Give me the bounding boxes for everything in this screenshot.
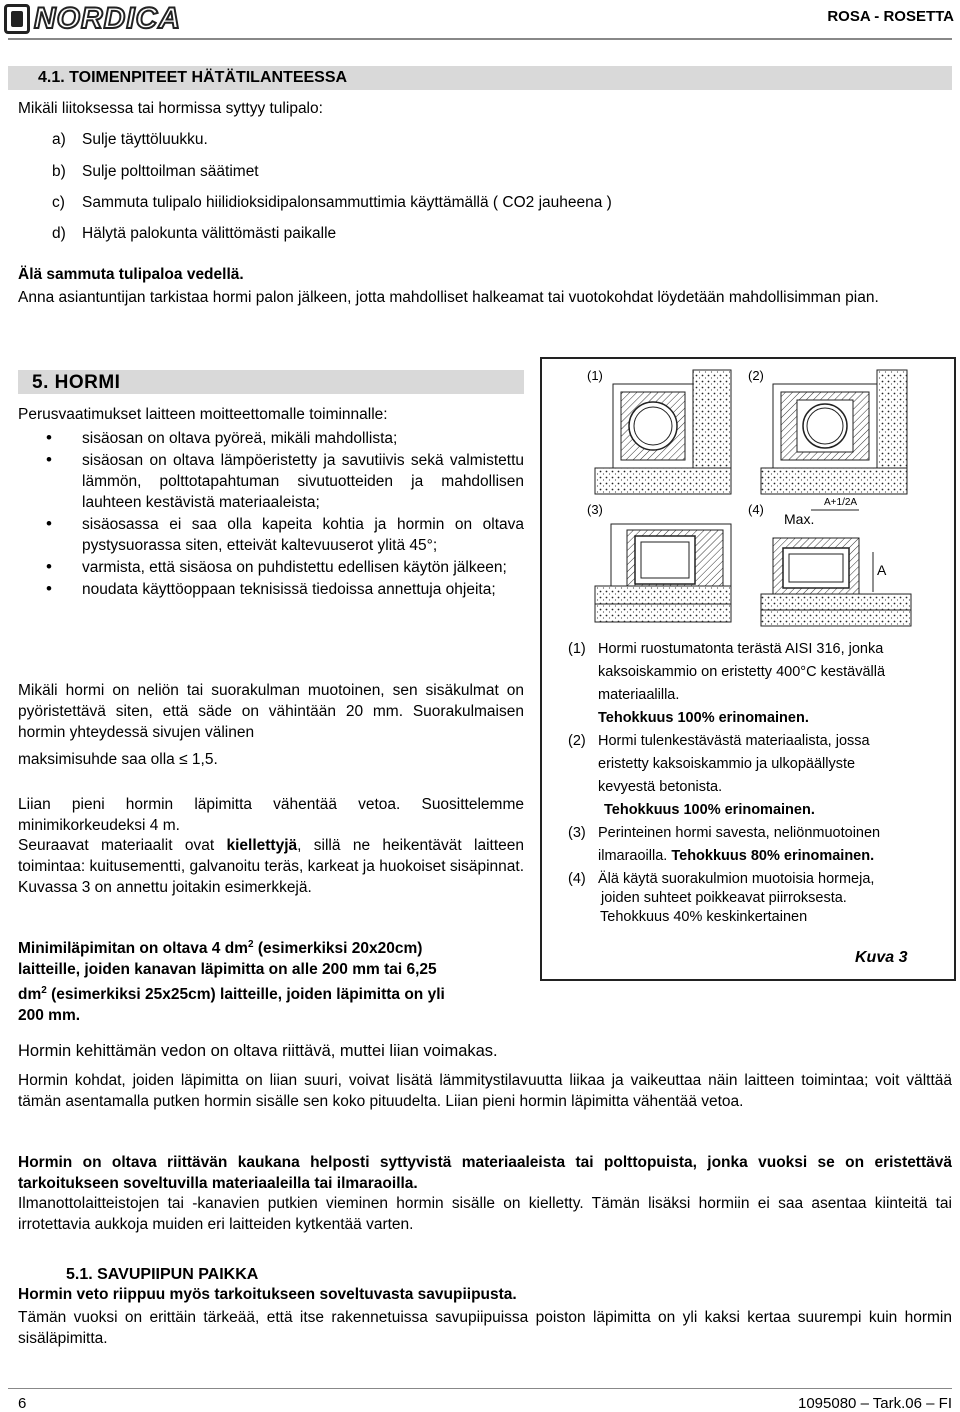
chimney-figure-2 xyxy=(761,370,907,494)
caption-line: kevyestä betonista. xyxy=(598,779,723,795)
list-item: • noudata käyttöoppaan teknisissä tiedoissa annettuja ohjeita; xyxy=(18,579,524,600)
list-item: • sisäosan on oltava lämpöeristetty ja savutiivis sekä valmistettu lämmön, polttotapahtuman sivutuotteiden ja mahdollisen lauhteen kestävistä materiaaleista; xyxy=(18,450,524,513)
large-diameter-paragraph: Hormin kohdat, joiden läpimitta on liian suuri, voivat lisätä lämmitystilavuutta liikaa ja vaikeuttaa näin laitteen toimintaa; voit välttää tämän asentamalla putken hormin sisälle sen koko pituudelta. Liian pieni hormin läpimitta vähentää vetoa. xyxy=(18,1072,952,1110)
header-divider xyxy=(8,38,952,40)
figure-label-2: (2) xyxy=(748,368,764,383)
section-heading-4-1: 4.1. TOIMENPITEET HÄTÄTILANTEESSA xyxy=(38,69,348,86)
ratio-label: A+1/2A xyxy=(824,497,858,508)
ratio-line: maksimisuhde saa olla ≤ 1,5. xyxy=(18,751,218,768)
caption-efficiency: Tehokkuus 100% erinomainen. xyxy=(598,710,809,726)
dimension-a-label: A xyxy=(877,562,887,578)
page-number: 6 xyxy=(18,1395,27,1412)
requirements-intro: Perusvaatimukset laitteen moitteettomalle toiminnalle: xyxy=(18,406,388,423)
figure-label-3: (3) xyxy=(587,502,603,517)
figure-label-1: (1) xyxy=(587,368,603,383)
draft-statement: Hormin kehittämän vedon on oltava riittävä, muttei liian voimakas. xyxy=(18,1042,498,1060)
document-title: ROSA - ROSETTA xyxy=(827,8,954,25)
list-item: • sisäosassa ei saa olla kapeita kohtia ja hormin on oltava pystysuorassa siten, etteivät kaltevuuserot ylitä 45°; xyxy=(18,514,524,556)
max-label: Max. xyxy=(784,511,815,527)
list-item: a) Sulje täyttöluukku. xyxy=(52,131,208,148)
list-item: c) Sammuta tulipalo hiilidioksidipalonsammuttimia käyttämällä ( CO2 jauheena ) xyxy=(52,194,612,211)
minimum-diameter-paragraph: Minimiläpimitan on oltava 4 $dm^2$ (esimerkiksi 20x20cm) laitteille, joiden kanavan läpimitta on alle 200 mm tai 6,25 $dm^2$ (esimerkiksi 25x25cm) laitteille, joiden läpimitta on yli 200 mm. xyxy=(18,939,445,1025)
caption-line: Tehokkuus 40% keskinkertainen xyxy=(600,909,808,925)
small-diameter-paragraph: Liian pieni hormin läpimitta vähentää vetoa. Suosittelemme minimikorkeudeksi 4 m. xyxy=(18,796,524,834)
chimney-diagram xyxy=(575,362,935,632)
caption-efficiency: Tehokkuus 100% erinomainen. xyxy=(604,802,815,818)
figure-title: Kuva 3 xyxy=(855,949,908,966)
logo-text: NORDICA xyxy=(34,2,181,35)
list-item: • sisäosan on oltava pyöreä, mikäli mahdollista; xyxy=(18,428,524,449)
caption-item: (4) Älä käytä suorakulmion muotoisia hormeja, xyxy=(568,871,875,887)
list-item: • varmista, että sisäosa on puhdistettu edellisen käytön jälkeen; xyxy=(18,557,524,578)
chimney-draft-note: Hormin veto riippuu myös tarkoitukseen soveltuvasta savupiipusta. xyxy=(18,1286,517,1303)
chimney-figure-3 xyxy=(595,524,731,622)
caption-item: (2) Hormi tulenkestävästä materiaalista, jossa xyxy=(568,733,870,749)
logo-mark-icon xyxy=(4,4,30,34)
brand-logo xyxy=(4,2,188,36)
caption-line: joiden suhteet poikkeavat piirroksesta. xyxy=(601,890,847,906)
distance-warning: Hormin on oltava riittävän kaukana helposti syttyvistä materiaaleista tai polttopuista, jonka vuoksi se on eristettävä tarkoitukseen soveltuvilla materiaaleilla tai ilmaraoilla. xyxy=(18,1154,952,1192)
square-flue-paragraph: Mikäli hormi on neliön tai suorakulman muotoinen, sen sisäkulmat on pyöristettävä siten, että säde on vähintään 20 mm. Suorakulmaisen hormin yhteydessä sivujen välinen xyxy=(18,682,524,741)
caption-item: (1) Hormi ruostumatonta terästä AISI 316, jonka xyxy=(568,641,884,657)
forbidden-materials-paragraph: Seuraavat materiaalit ovat kiellettyjä, sillä ne heikentävät laitteen toimintaa: kuitusementti, galvanoitu teräs, karkeat ja huokoiset sisäpinnat. Kuvassa 3 on annettu joitakin esimerkkejä. xyxy=(18,837,525,896)
list-item: b) Sulje polttoilman säätimet xyxy=(52,163,259,180)
intake-prohibition: Ilmanottolaitteistojen tai -kanavien putkien vieminen hormin sisälle on kielletty. Tämän lisäksi hormiin ei saa asentaa kiinteitä tai irrotettavia aukkoja muiden eri laitteiden kytkentää varten. xyxy=(18,1195,952,1233)
document-code: 1095080 – Tark.06 – FI xyxy=(798,1395,952,1412)
figure-captions xyxy=(568,638,930,929)
section-heading-5: 5. HORMI xyxy=(32,372,121,393)
caption-line: eristetty kaksoiskammio ja ulkopäällyste xyxy=(598,756,856,772)
water-warning: Älä sammuta tulipaloa vedellä. xyxy=(18,266,244,283)
caption-line: materiaalilla. xyxy=(598,687,680,703)
chimney-diameter-paragraph: Tämän vuoksi on erittäin tärkeää, että itse rakennetuissa savupiipuissa poiston läpimitta on yli kaksi kertaa suurempi kuin hormin sisäläpimitta. xyxy=(18,1309,952,1347)
chimney-figure-1 xyxy=(595,370,731,494)
list-item: d) Hälytä palokunta välittömästi paikalle xyxy=(52,225,337,242)
inspection-note: Anna asiantuntijan tarkistaa hormi palon jälkeen, jotta mahdolliset halkeamat tai vuotokohdat löydetään mahdollisimman pian. xyxy=(18,289,879,306)
caption-item: (3) Perinteinen hormi savesta, neliönmuotoinen xyxy=(568,825,881,841)
figure-label-4: (4) xyxy=(748,502,764,517)
requirements-list xyxy=(18,428,524,600)
fire-intro: Mikäli liitoksessa tai hormissa syttyy tulipalo: xyxy=(18,100,323,117)
chimney-figure-4 xyxy=(761,510,911,626)
caption-line: kaksoiskammio on eristetty 400°C kestävällä xyxy=(598,664,886,680)
footer-divider xyxy=(8,1388,952,1389)
section-heading-5-1: 5.1. SAVUPIIPUN PAIKKA xyxy=(66,1266,259,1283)
caption-line: ilmaraoilla. Tehokkuus 80% erinomainen. xyxy=(598,848,875,864)
